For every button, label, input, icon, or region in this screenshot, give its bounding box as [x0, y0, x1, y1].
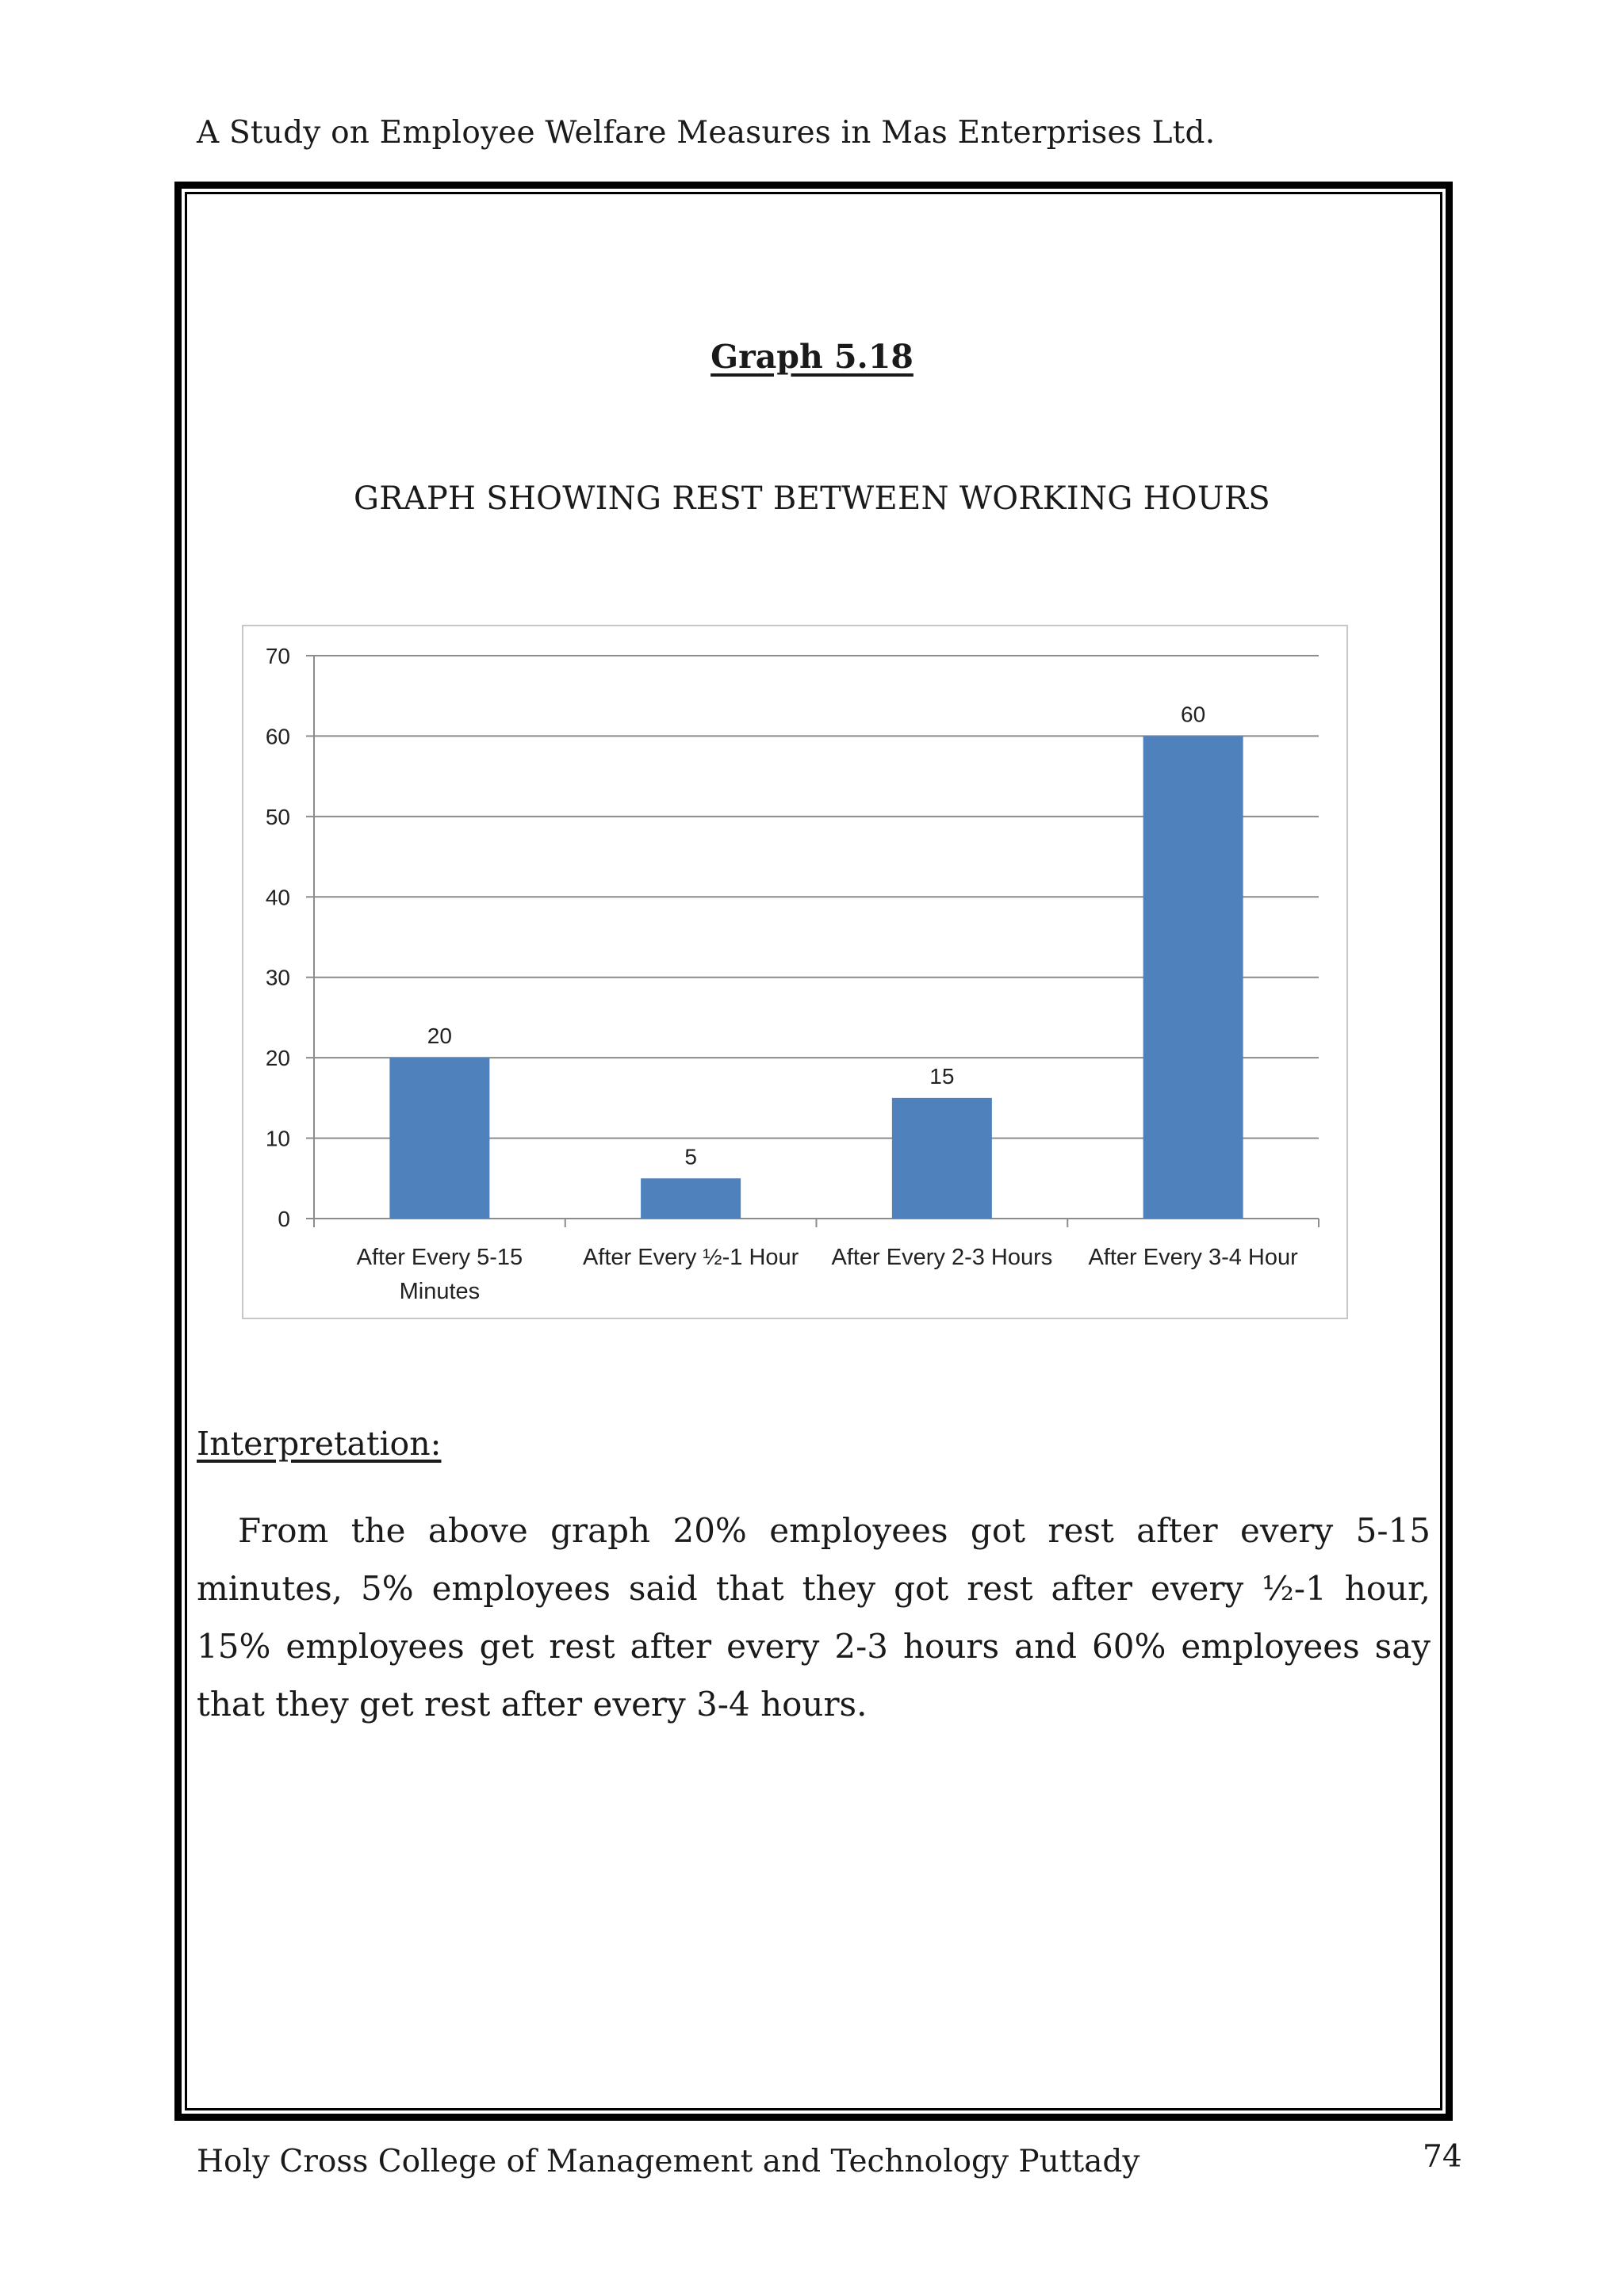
graph-number: Graph 5.18	[710, 338, 914, 376]
y-tick-label: 30	[265, 965, 290, 990]
bar	[1143, 736, 1243, 1219]
running-header: A Study on Employee Welfare Measures in Mas Enterprises Ltd.	[197, 115, 1216, 151]
y-tick-label: 0	[278, 1207, 290, 1231]
bar	[892, 1098, 992, 1219]
x-category-label: After Every ½-1 Hour	[582, 1245, 799, 1270]
data-label: 20	[427, 1024, 452, 1049]
page-number: 74	[1423, 2139, 1462, 2175]
bar-chart	[243, 626, 1346, 1318]
data-label: 15	[929, 1063, 955, 1089]
data-label: 60	[1181, 702, 1206, 727]
footer-institution: Holy Cross College of Management and Technology Puttady	[197, 2144, 1140, 2179]
bar-chart-frame	[242, 625, 1348, 1319]
interpretation-heading: Interpretation:	[197, 1425, 442, 1463]
y-tick-label: 10	[265, 1126, 290, 1151]
bar	[389, 1058, 489, 1219]
bar	[641, 1178, 741, 1219]
y-tick-label: 70	[265, 644, 290, 668]
interpretation-paragraph: From the above graph 20% employees got rest after every 5-15 minutes, 5% employees said that they got rest after every ½-1 hour, 15% employees get rest after every 2-3 hours and 60% employees say that they get rest after every 3-4 hours.	[197, 1511, 1431, 1724]
y-tick-label: 50	[265, 804, 290, 829]
y-tick-label: 60	[265, 724, 290, 749]
x-category-label: Minutes	[399, 1279, 481, 1304]
y-tick-label: 20	[265, 1046, 290, 1071]
x-category-label: After Every 5-15	[356, 1245, 523, 1270]
y-tick-label: 40	[265, 885, 290, 910]
data-label: 5	[684, 1144, 697, 1169]
x-category-label: After Every 3-4 Hour	[1088, 1245, 1298, 1270]
graph-title: GRAPH SHOWING REST BETWEEN WORKING HOURS	[353, 480, 1271, 517]
x-category-label: After Every 2-3 Hours	[831, 1245, 1053, 1270]
